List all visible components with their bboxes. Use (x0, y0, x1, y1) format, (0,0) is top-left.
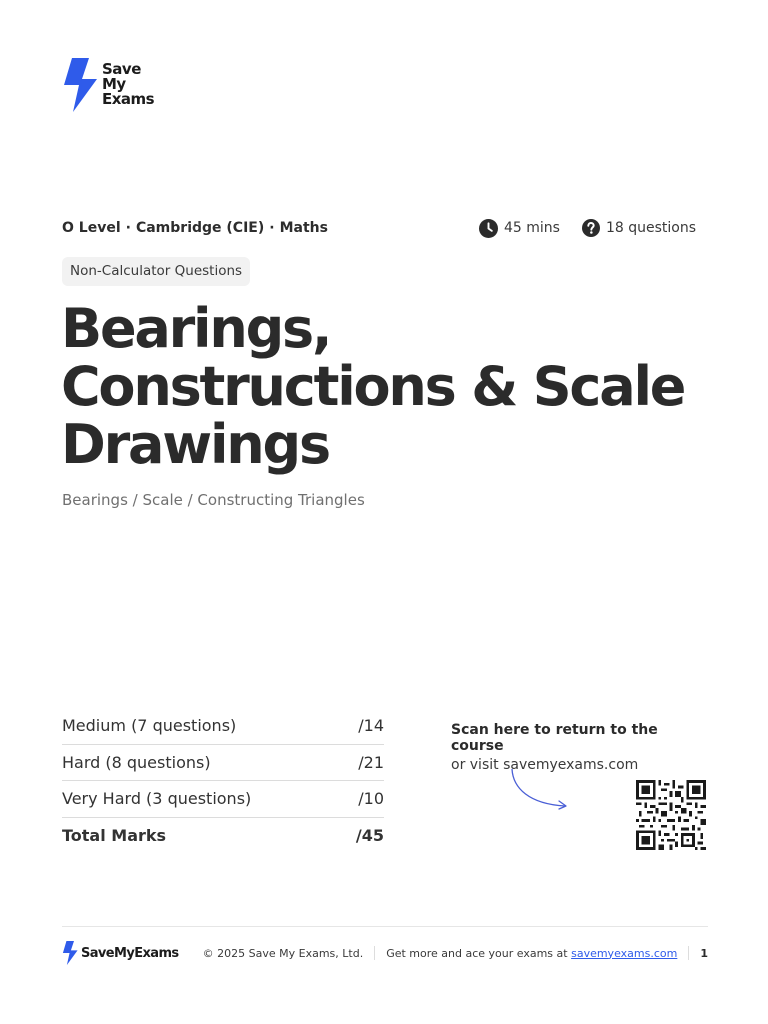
breadcrumb: O Level · Cambridge (CIE) · Maths (62, 220, 328, 236)
marks-table (62, 708, 384, 854)
footer-separator (374, 946, 375, 960)
page-subtitle: Bearings / Scale / Constructing Triangles (62, 491, 365, 509)
footer-cta-text: Get more and ace your exams at (386, 946, 572, 960)
stats (479, 219, 696, 238)
footer-logo (62, 941, 179, 965)
marks-row (62, 708, 384, 745)
footer-separator (688, 946, 689, 960)
category-tag: Non-Calculator Questions (62, 257, 250, 286)
marks-total-row (62, 818, 384, 855)
savemyexams-link[interactable]: savemyexams.com (571, 946, 678, 960)
breadcrumb-level: O Level (62, 220, 121, 236)
question-mark-icon (582, 219, 600, 237)
marks-label: Hard (8 questions) (62, 752, 211, 772)
brand-name: Save My Exams (102, 60, 155, 108)
title-line: Drawings (61, 413, 329, 476)
curved-arrow-icon (507, 766, 571, 812)
footer-divider-line (62, 926, 708, 927)
breadcrumb-board: Cambridge (CIE) (135, 220, 265, 236)
marks-label: Medium (7 questions) (62, 716, 237, 736)
qr-subtitle: or visit savemyexams.com (451, 757, 639, 773)
footer (62, 940, 708, 966)
title-line: Constructions & Scale (61, 355, 685, 418)
meta-row (62, 218, 696, 238)
marks-value: /10 (358, 789, 384, 809)
title-line: Bearings, (61, 297, 331, 360)
footer-cta (386, 947, 677, 960)
breadcrumb-subject: Maths (279, 220, 328, 236)
duration-stat (479, 219, 560, 238)
duration-text: 45 mins (503, 220, 560, 236)
brand-logo (62, 58, 154, 112)
page-title (61, 297, 741, 476)
marks-total-label: Total Marks (62, 826, 167, 846)
marks-total-value: /45 (355, 826, 384, 846)
qr-code[interactable] (635, 780, 707, 850)
marks-value: /21 (358, 752, 384, 772)
page-number: 1 (700, 946, 708, 960)
marks-value: /14 (358, 716, 384, 736)
copyright-text: © 2025 Save My Exams, Ltd. (202, 946, 364, 960)
qr-title: Scan here to return to the course (451, 722, 658, 754)
marks-label: Very Hard (3 questions) (62, 789, 252, 809)
lightning-bolt-icon (62, 941, 78, 965)
marks-row (62, 745, 384, 782)
footer-wordmark: SaveMyExams (81, 945, 179, 961)
footer-info (203, 946, 708, 960)
questions-stat (582, 219, 696, 237)
lightning-bolt-icon (62, 58, 98, 112)
qr-block (451, 722, 711, 852)
questions-text: 18 questions (605, 220, 696, 236)
marks-row (62, 781, 384, 818)
clock-icon (479, 219, 498, 238)
